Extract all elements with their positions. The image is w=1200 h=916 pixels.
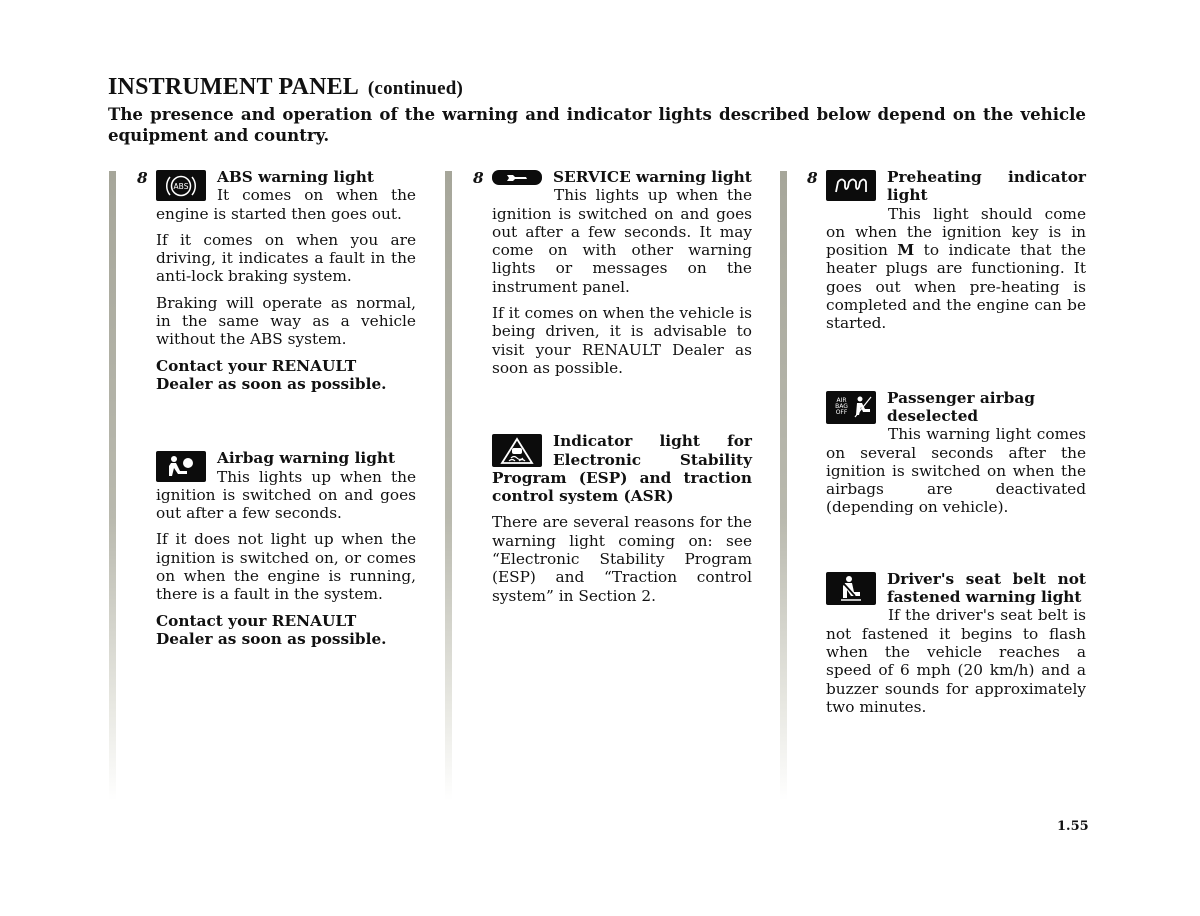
abs-p1: It comes on when the engine is started then goes out. — [156, 186, 416, 223]
preheat-section — [807, 168, 1086, 333]
page-title-main: INSTRUMENT PANEL — [108, 74, 358, 100]
abs-warning-icon — [156, 170, 206, 201]
abs-p3: Braking will operate as normal, in the same way as a vehicle without the ABS system. — [156, 293, 416, 349]
service-p2: If it comes on when the vehicle is being driven, it is advisable to visit your RENAULT Dealer as soon as possible. — [492, 304, 752, 377]
passenger-airbag-off-icon — [826, 391, 876, 424]
esp-section — [492, 432, 752, 605]
abs-p2: If it comes on when you are driving, it indicates a fault in the anti-lock braking system. — [156, 230, 416, 286]
glow-plug-icon — [826, 170, 876, 201]
service-title: SERVICE warning light — [553, 168, 752, 186]
abs-title: ABS warning light — [217, 168, 374, 186]
column-2 — [473, 168, 752, 605]
esp-title: Indicator light for Electronic Stability Program (ESP) and traction control system (ASR) — [492, 432, 752, 506]
airbag-section — [156, 449, 416, 648]
seatbelt-section — [826, 570, 1086, 716]
passenger-airbag-section — [826, 389, 1086, 517]
column-1 — [137, 168, 416, 648]
airbag-p1: This lights up when the ignition is switched on and goes out after a few seconds. — [156, 467, 416, 523]
airbag-p2: If it does not light up when the ignition is switched on, or comes on when the engine is running, there is a fault in the system. — [156, 530, 416, 604]
column-bar-2 — [445, 171, 452, 801]
passenger-airbag-p1: This warning light comes on several seconds after the ignition is switched on when the airbags are deactivated (depending on vehicle). — [826, 425, 1086, 517]
service-section — [473, 168, 752, 377]
passenger-airbag-icon-label: AIR BAG OFF — [835, 397, 848, 417]
column-3 — [807, 168, 1086, 716]
airbag-p3: Contact your RENAULT Dealer as soon as possible. — [156, 611, 387, 648]
service-p1: This lights up when the ignition is switched on and goes out after a few seconds. It may come on with other warning lights or messages on the instrument panel. — [492, 186, 752, 296]
column-bar-3 — [780, 171, 787, 801]
seatbelt-p1: If the driver's seat belt is not fastened it begins to flash when the vehicle reaches a speed of 6 mph (20 km/h) and a buzzer sounds for approximately two minutes. — [826, 606, 1086, 716]
esp-p1: There are several reasons for the warning light coming on: see “Electronic Stability Program (ESP) and “Traction control system” in Section 2. — [492, 513, 752, 605]
page-title-suffix: (continued) — [367, 78, 464, 99]
esp-skid-icon — [492, 434, 542, 467]
airbag-title: Airbag warning light — [217, 449, 396, 468]
seatbelt-warning-icon — [826, 572, 876, 605]
abs-p4: Contact your RENAULT Dealer as soon as possible. — [156, 356, 387, 393]
section-number: 8 — [473, 169, 484, 187]
column-bar-1 — [109, 171, 116, 801]
page-title — [108, 74, 463, 101]
service-wrench-icon — [492, 170, 542, 185]
preheat-title: Preheating indicator light — [887, 168, 1086, 205]
abs-icon-label: ABS — [173, 181, 189, 191]
page-number: 1.55 — [1057, 819, 1089, 834]
section-number: 8 — [807, 169, 818, 187]
preheat-p1: This light should come on when the ignition key is in position M to indicate that the heater plugs are functioning. It goes out when pre-heating is completed and the engine can be started. — [826, 204, 1086, 333]
passenger-airbag-title: Passenger airbag deselected — [887, 388, 1035, 425]
seatbelt-title: Driver's seat belt not fastened warning light — [887, 569, 1086, 607]
airbag-warning-icon — [156, 451, 206, 482]
section-number: 8 — [137, 169, 148, 187]
intro-text: The presence and operation of the warning and indicator lights described below depend on the vehicle equipment and country. — [108, 104, 1086, 145]
abs-section — [137, 168, 416, 393]
